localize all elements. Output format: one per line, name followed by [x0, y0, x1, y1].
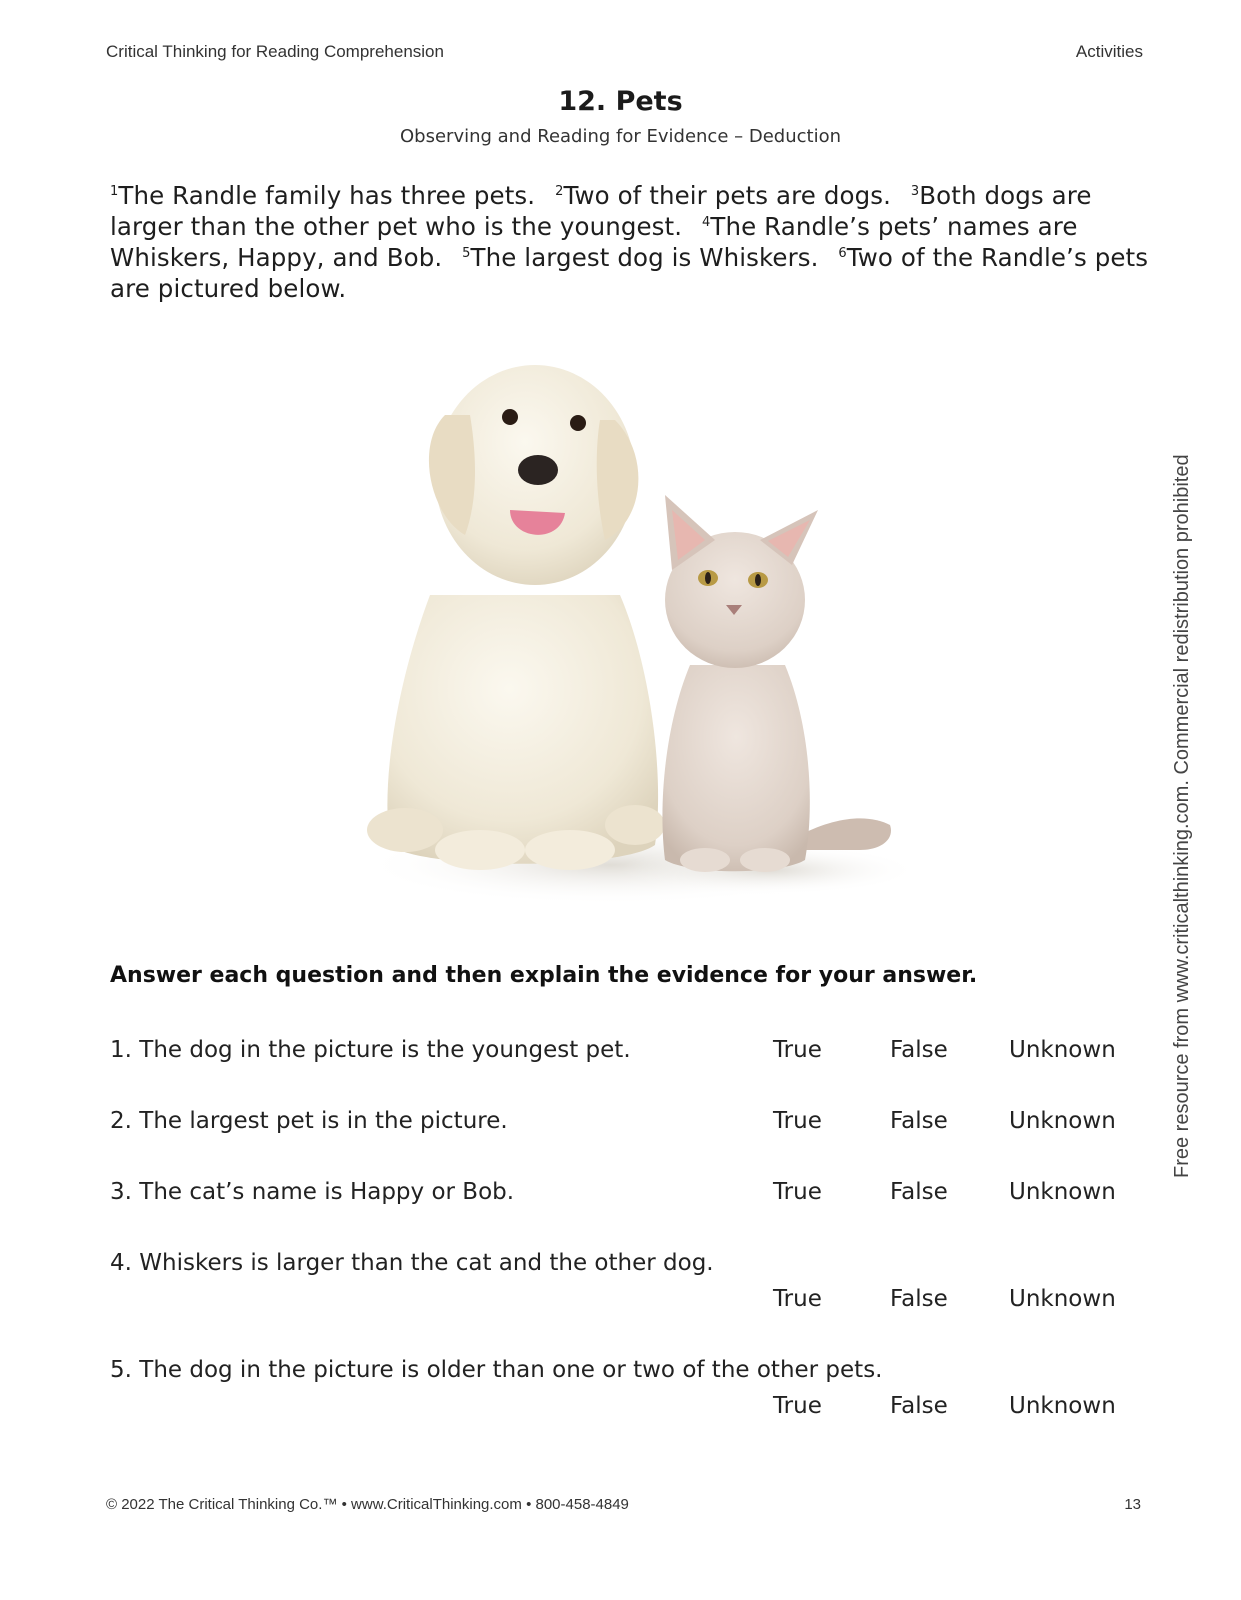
page-number: 13: [1124, 1496, 1141, 1513]
sentence-3: Both dogs are larger than the other pet who is the youngest.: [110, 181, 1092, 241]
question-text: Whiskers is larger than the cat and the other dog.: [139, 1250, 714, 1276]
page-subtitle: Observing and Reading for Evidence – Deduction: [400, 126, 841, 147]
q2-false-option[interactable]: False: [890, 1108, 948, 1134]
question-number: 3.: [110, 1179, 132, 1205]
kitten-figure: [620, 495, 920, 895]
q3-false-option[interactable]: False: [890, 1179, 948, 1205]
question-number: 1.: [110, 1037, 132, 1063]
question-number: 5.: [110, 1357, 132, 1383]
sentence-5: The largest dog is Whiskers.: [470, 243, 819, 272]
q4-false-option[interactable]: False: [890, 1286, 948, 1312]
question-text: The largest pet is in the picture.: [139, 1108, 508, 1134]
q4-true-option[interactable]: True: [773, 1286, 822, 1312]
q2-unknown-option[interactable]: Unknown: [1009, 1108, 1116, 1134]
sentence-1: The Randle family has three pets.: [118, 181, 536, 210]
q3-unknown-option[interactable]: Unknown: [1009, 1179, 1116, 1205]
question-number: 2.: [110, 1108, 132, 1134]
page-title: 12. Pets: [558, 86, 683, 117]
q5-true-option[interactable]: True: [773, 1393, 822, 1419]
redistribution-notice: Free resource from www.criticalthinking.com. Commercial redistribution prohibited: [1171, 454, 1193, 1178]
header-section: Activities: [1075, 42, 1143, 61]
sentence-4: The Randle’s pets’ names are Whiskers, Happy, and Bob.: [110, 212, 1078, 272]
question-text: The cat’s name is Happy or Bob.: [139, 1179, 515, 1205]
question-text: The dog in the picture is the youngest pet.: [139, 1037, 631, 1063]
q5-unknown-option[interactable]: Unknown: [1009, 1393, 1116, 1419]
question-1: [110, 1037, 631, 1063]
q1-false-option[interactable]: False: [890, 1037, 948, 1063]
instructions: Answer each question and then explain the evidence for your answer.: [110, 963, 978, 988]
footer-copyright: © 2022 The Critical Thinking Co.™ • www.CriticalThinking.com • 800-458-4849: [106, 1496, 629, 1513]
header-book-title: Critical Thinking for Reading Comprehension: [106, 42, 444, 61]
q2-true-option[interactable]: True: [773, 1108, 822, 1134]
sentence-number: 2: [555, 184, 564, 199]
q5-false-option[interactable]: False: [890, 1393, 948, 1419]
sentence-number: 1: [110, 184, 119, 199]
q1-true-option[interactable]: True: [773, 1037, 822, 1063]
question-4: [110, 1250, 714, 1276]
q1-unknown-option[interactable]: Unknown: [1009, 1037, 1116, 1063]
question-3: [110, 1179, 514, 1205]
question-2: [110, 1108, 508, 1134]
sentence-number: 3: [910, 184, 920, 199]
question-5: [110, 1357, 883, 1383]
sentence-number: 4: [702, 215, 711, 230]
sentence-2: Two of their pets are dogs.: [563, 181, 891, 210]
reading-passage: [110, 180, 1150, 304]
sentence-number: 5: [462, 246, 471, 261]
sentence-number: 6: [838, 246, 847, 261]
q4-unknown-option[interactable]: Unknown: [1009, 1286, 1116, 1312]
q3-true-option[interactable]: True: [773, 1179, 822, 1205]
question-number: 4.: [110, 1250, 132, 1276]
sentence-6: Two of the Randle’s pets are pictured below.: [110, 243, 1149, 303]
pets-photo: [360, 345, 920, 935]
question-text: The dog in the picture is older than one or two of the other pets.: [139, 1357, 883, 1383]
